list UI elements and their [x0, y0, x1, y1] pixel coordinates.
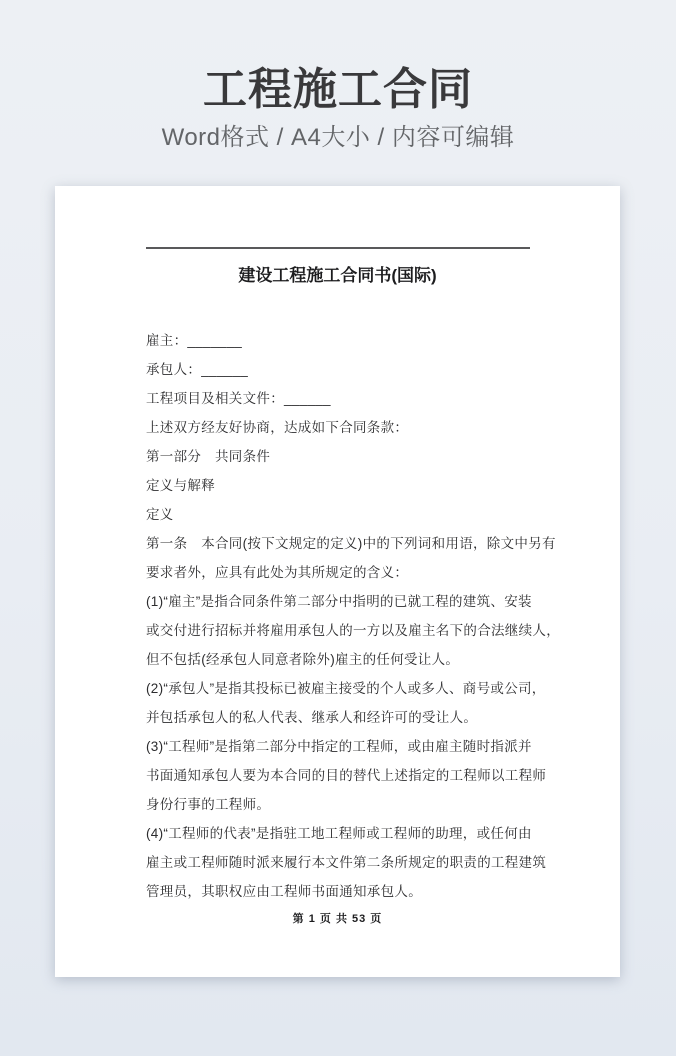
document-line: 定义: [146, 507, 174, 522]
document-title: 建设工程施工合同书(国际): [238, 266, 437, 285]
document-line: 承包人：______: [146, 362, 249, 377]
document-top-rule: [146, 247, 530, 249]
document-body: [146, 326, 560, 906]
document-line: 管理员，其职权应由工程师书面通知承包人。: [146, 884, 422, 899]
document-line: 并包括承包人的私人代表、继承人和经许可的受让人。: [146, 710, 478, 725]
document-line: 或交付进行招标并将雇用承包人的一方以及雇主名下的合法继续人，: [146, 623, 560, 638]
document-line: 要求者外，应具有此处为其所规定的含义：: [146, 565, 409, 580]
document-line: 工程项目及相关文件：______: [146, 391, 331, 406]
document-line: (4)“工程师的代表”是指驻工地工程师或工程师的助理，或任何由: [146, 826, 532, 841]
header: [0, 0, 676, 152]
document-line: (2)“承包人”是指其投标已被雇主接受的个人或多人、商号或公司，: [146, 681, 546, 696]
document-line: (1)“雇主”是指合同条件第二部分中指明的已就工程的建筑、安装: [146, 594, 532, 609]
document-line: 书面通知承包人要为本合同的目的替代上述指定的工程师以工程师: [146, 768, 547, 783]
page-number: 第 1 页 共 53 页: [292, 913, 383, 925]
document-line: 第一部分 共同条件: [146, 449, 271, 464]
document-line: 第一条 本合同(按下文规定的定义)中的下列词和用语，除文中另有: [146, 536, 556, 551]
document-page: [55, 186, 620, 977]
page-title: 工程施工合同: [203, 65, 473, 114]
document-line: (3)“工程师”是指第二部分中指定的工程师，或由雇主随时指派并: [146, 739, 532, 754]
document-line: 但不包括(经承包人同意者除外)雇主的任何受让人。: [146, 652, 460, 667]
page-subtitle: Word格式 / A4大小 / 内容可编辑: [161, 124, 515, 151]
document-line: 定义与解释: [146, 478, 215, 493]
document-line: 雇主或工程师随时派来履行本文件第二条所规定的职责的工程建筑: [146, 855, 547, 870]
document-line: 雇主：_______: [146, 333, 243, 348]
document-line: 上述双方经友好协商，达成如下合同条款：: [146, 420, 409, 435]
document-line: 身份行事的工程师。: [146, 797, 271, 812]
